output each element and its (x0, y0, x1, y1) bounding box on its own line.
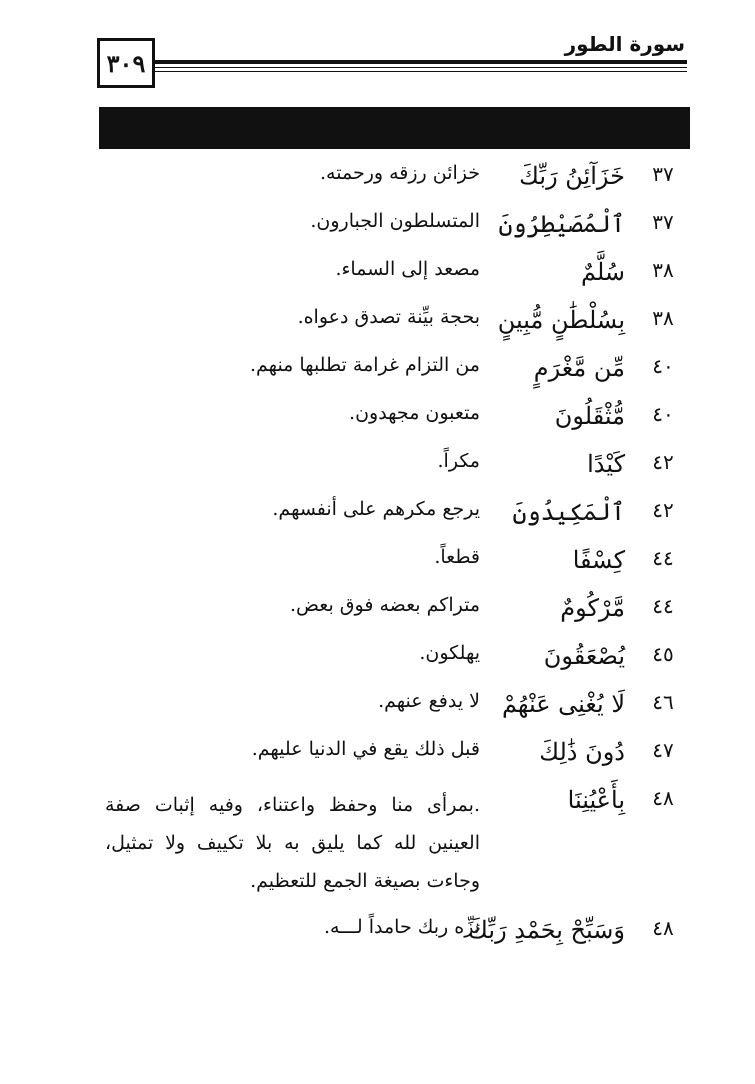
verse-number: ٤٤ (652, 546, 674, 570)
quran-word: بِسُلْطَٰنٍ مُّبِينٍ (497, 306, 625, 334)
word-meaning: مكراً. (437, 450, 480, 472)
quran-word: ٱلْمَكِيدُونَ (512, 498, 625, 526)
quran-word: خَزَآئِنُ رَبِّكَ (519, 162, 625, 190)
header-rule-thin (152, 67, 687, 68)
verse-number: ٣٨ (652, 258, 674, 282)
quran-word: مَّرْكُومٌ (560, 594, 625, 622)
meaning-line: العينين لله كما يليق به بلا تكييف ولا تمثيل، (105, 832, 480, 854)
page-number-box (97, 38, 155, 88)
quran-word: ٱلْمُصَيْطِرُونَ (498, 210, 625, 238)
surah-title: سورة الطور (564, 32, 685, 56)
verse-number: ٣٨ (652, 306, 674, 330)
verse-number: ٤٤ (652, 594, 674, 618)
word-meaning: نزِّه ربك حامداً لـــه. (324, 916, 480, 938)
word-meaning: يرجع مكرهم على أنفسهم. (272, 498, 480, 520)
word-meaning: لا يدفع عنهم. (378, 690, 480, 712)
quran-word: دُونَ ذَٰلِكَ (539, 738, 625, 766)
meaning-line: .بمرأى منا وحفظ واعتناء، وفيه إثبات صفة (105, 794, 480, 816)
verse-number: ٤٢ (652, 450, 674, 474)
quran-word: يُصْعَقُونَ (543, 642, 625, 670)
page-number: ٣٠٩ (106, 48, 146, 78)
header-rule-thin-2 (152, 71, 687, 72)
section-band (99, 107, 690, 149)
word-meaning: بحجة بيِّنة تصدق دعواه. (297, 306, 480, 328)
quran-word: كِسْفًا (572, 546, 625, 574)
verse-number: ٣٧ (652, 162, 674, 186)
verse-number: ٤٧ (652, 738, 674, 762)
word-meaning: من التزام غرامة تطلبها منهم. (250, 354, 480, 376)
quran-word: لَا يُغْنِى عَنْهُمْ (501, 690, 625, 718)
page-header (97, 30, 687, 90)
word-meaning: مصعد إلى السماء. (335, 258, 480, 280)
verse-number: ٤٠ (652, 354, 674, 378)
header-rule-thick (152, 60, 687, 64)
quran-word: كَيْدًا (587, 450, 625, 478)
quran-word: وَسَبِّحْ بِحَمْدِ رَبِّكَ (468, 916, 625, 944)
word-meaning: متعبون مجهدون. (349, 402, 480, 424)
quran-word: بِأَعْيُنِنَا (567, 786, 625, 814)
word-meaning: خزائن رزقه ورحمته. (320, 162, 480, 184)
verse-number: ٤٦ (652, 690, 674, 714)
verse-number: ٤٢ (652, 498, 674, 522)
word-meaning: قطعاً. (434, 546, 480, 568)
word-meaning: يهلكون. (419, 642, 480, 664)
quran-word: مِّن مَّغْرَمٍ (533, 354, 625, 382)
quran-word: سُلَّمٌ (580, 258, 625, 286)
word-meaning: المتسلطون الجبارون. (310, 210, 480, 232)
meaning-line: وجاءت بصيغة الجمع للتعظيم. (250, 870, 480, 892)
quran-word: مُّثْقَلُونَ (554, 402, 625, 430)
verse-number: ٤٨ (652, 916, 674, 940)
verse-number: ٤٠ (652, 402, 674, 426)
word-meaning: متراكم بعضه فوق بعض. (289, 594, 480, 616)
word-meaning: قبل ذلك يقع في الدنيا عليهم. (251, 738, 480, 760)
verse-number: ٤٨ (652, 786, 674, 810)
word-meaning (105, 786, 480, 900)
verse-number: ٤٥ (652, 642, 674, 666)
verse-number: ٣٧ (652, 210, 674, 234)
